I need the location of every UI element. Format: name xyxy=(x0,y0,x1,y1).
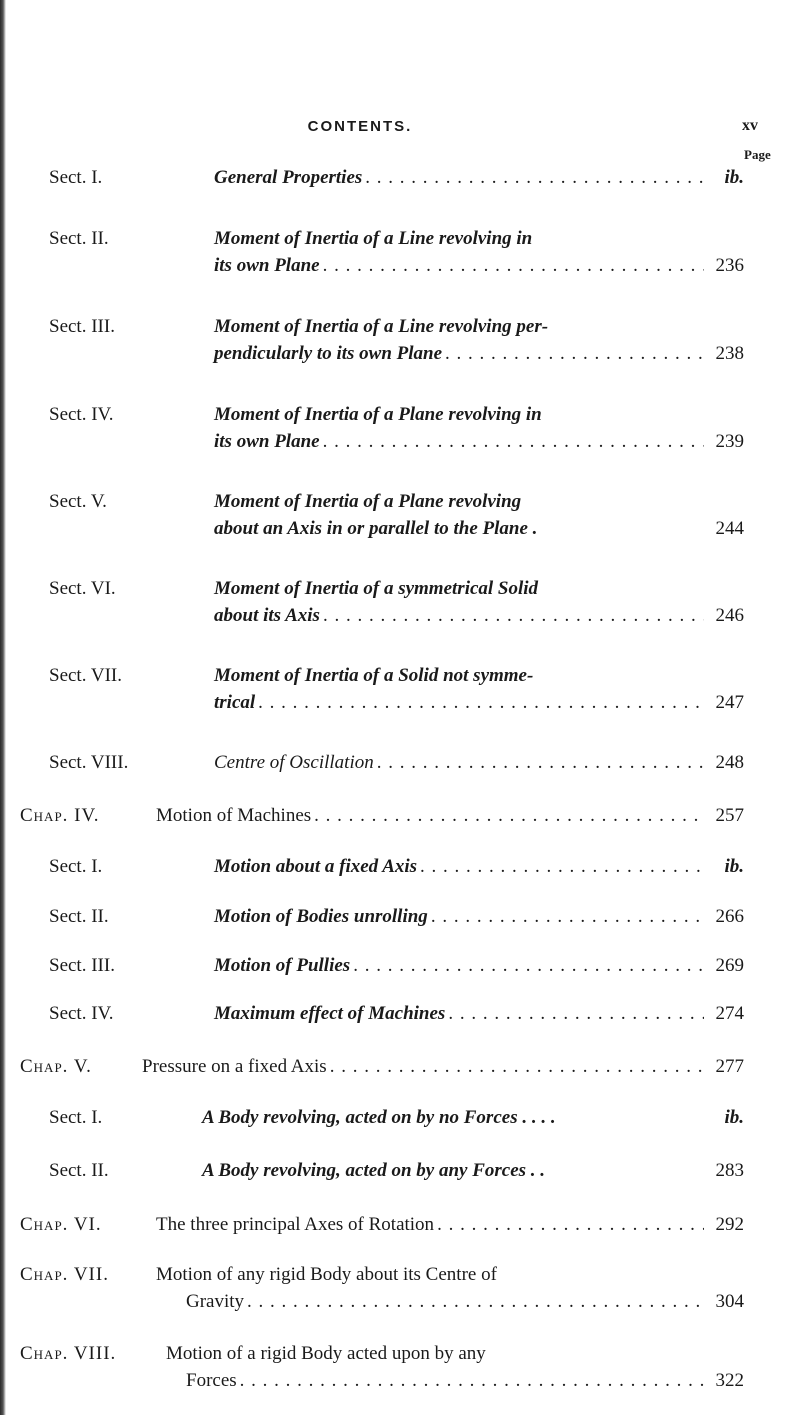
chapter-title: Forces xyxy=(186,1370,237,1391)
entry-label: Sect. II. xyxy=(49,906,109,927)
entry-page: 266 xyxy=(715,906,744,927)
entry-label: Sect. IV. xyxy=(49,404,114,425)
entry-page: 269 xyxy=(715,955,744,976)
entry-page: 283 xyxy=(715,1160,744,1181)
chapter-label: Chap. V. xyxy=(20,1056,92,1077)
entry-title: Motion of Pullies xyxy=(214,955,351,976)
entry-label: Sect. I. xyxy=(49,167,103,188)
chapter-label: Chap. VII. xyxy=(20,1264,109,1285)
dot-leader xyxy=(320,605,704,627)
chapter-title: Gravity xyxy=(186,1291,245,1312)
chapter-label: Chap. IV. xyxy=(20,805,100,826)
entry-label: Sect. III. xyxy=(49,955,115,976)
entry-page: 277 xyxy=(715,1056,744,1077)
dot-leader xyxy=(237,1370,704,1392)
entry-page: 247 xyxy=(715,692,744,713)
entry-label: Sect. VII. xyxy=(49,665,122,686)
dot-leader xyxy=(320,255,704,277)
entry-title: Moment of Inertia of a symmetrical Solid xyxy=(214,578,539,599)
entry-page: 236 xyxy=(715,255,744,276)
entry-page: 292 xyxy=(715,1214,744,1235)
entry-title: its own Plane xyxy=(214,255,320,276)
dot-leader xyxy=(350,955,704,977)
entry-title: pendicularly to its own Plane xyxy=(214,343,443,364)
entry-label: Sect. VIII. xyxy=(49,752,129,773)
entry-page: ib. xyxy=(724,167,744,188)
entry-page: 248 xyxy=(715,752,744,773)
entry-title: Centre of Oscillation xyxy=(214,752,374,773)
entry-title: about an Axis in or parallel to the Plane . xyxy=(214,518,538,539)
entry-title: its own Plane xyxy=(214,431,320,452)
entry-page: ib. xyxy=(724,856,744,877)
entry-label: Sect. II. xyxy=(49,1160,109,1181)
dot-leader xyxy=(428,906,704,928)
entry-title: A Body revolving, acted on by any Forces . . xyxy=(202,1160,546,1181)
entry-title: General Properties xyxy=(214,167,363,188)
entry-label: Sect. I. xyxy=(49,1107,103,1128)
entry-page: 239 xyxy=(715,431,744,452)
chapter-title: Motion of a rigid Body acted upon by any xyxy=(166,1343,486,1364)
dot-leader xyxy=(374,752,704,774)
entry-title: trical xyxy=(214,692,256,713)
entry-title: A Body revolving, acted on by no Forces . . . . xyxy=(202,1107,556,1128)
entry-page: 257 xyxy=(715,805,744,826)
entry-label: Sect. II. xyxy=(49,228,109,249)
entry-title: Maximum effect of Machines xyxy=(214,1003,446,1024)
entry-title: Moment of Inertia of a Plane revolving in xyxy=(214,404,542,425)
entry-title: Motion of Bodies unrolling xyxy=(214,906,428,927)
running-head: CONTENTS. xyxy=(307,118,413,135)
folio-number: xv xyxy=(742,117,758,134)
entry-label: Sect. V. xyxy=(49,491,107,512)
dot-leader xyxy=(417,856,704,878)
binding-edge xyxy=(0,0,6,1415)
dot-leader xyxy=(362,167,704,189)
entry-title: Moment of Inertia of a Line revolving in xyxy=(214,228,533,249)
entry-label: Sect. III. xyxy=(49,316,115,337)
entry-page: 274 xyxy=(715,1003,744,1024)
dot-leader xyxy=(445,1003,704,1025)
dot-leader xyxy=(311,805,704,827)
entry-label: Sect. VI. xyxy=(49,578,116,599)
dot-leader xyxy=(255,692,704,714)
chapter-title: Motion of any rigid Body about its Centre of xyxy=(156,1264,497,1285)
entry-page: 244 xyxy=(715,518,744,539)
dot-leader xyxy=(327,1056,704,1078)
entry-page: 246 xyxy=(715,605,744,626)
entry-title: Moment of Inertia of a Line revolving per- xyxy=(214,316,549,337)
page-column-label: Page xyxy=(744,147,771,162)
chapter-label: Chap. VI. xyxy=(20,1214,102,1235)
dot-leader xyxy=(434,1214,704,1236)
entry-title: Motion about a fixed Axis xyxy=(214,856,418,877)
dot-leader xyxy=(244,1291,704,1313)
entry-title: Moment of Inertia of a Solid not symme- xyxy=(214,665,534,686)
dot-leader xyxy=(442,343,704,365)
entry-title: about its Axis xyxy=(214,605,320,626)
dot-leader xyxy=(320,431,704,453)
chapter-title: Motion of Machines xyxy=(156,805,312,826)
chapter-title: Pressure on a fixed Axis xyxy=(142,1056,327,1077)
chapter-label: Chap. VIII. xyxy=(20,1343,117,1364)
entry-page: 304 xyxy=(715,1291,744,1312)
entry-label: Sect. IV. xyxy=(49,1003,114,1024)
entry-page: 238 xyxy=(715,343,744,364)
chapter-title: The three principal Axes of Rotation xyxy=(156,1214,435,1235)
entry-page: 322 xyxy=(715,1370,744,1391)
entry-page: ib. xyxy=(724,1107,744,1128)
entry-label: Sect. I. xyxy=(49,856,103,877)
entry-title: Moment of Inertia of a Plane revolving xyxy=(214,491,522,512)
